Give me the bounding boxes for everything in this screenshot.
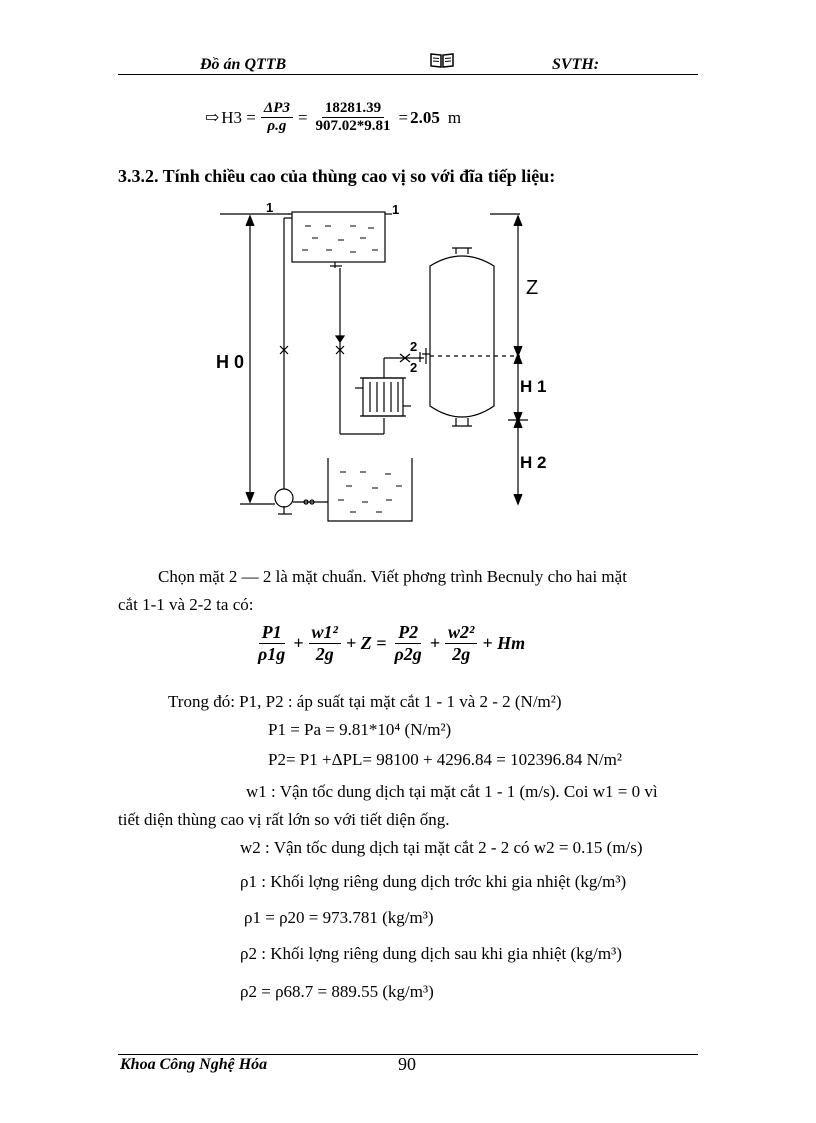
implies-arrow: ⇨ bbox=[205, 107, 220, 127]
fraction-denominator: 907.02*9.81 bbox=[315, 118, 391, 134]
equals-sign: = bbox=[398, 107, 409, 127]
h0-arrow-top bbox=[246, 216, 254, 226]
elevated-tank bbox=[292, 212, 385, 262]
equation-h3 bbox=[205, 100, 461, 135]
plus-hm: + Hm bbox=[482, 633, 526, 653]
h3-lhs: H3 = bbox=[221, 107, 256, 127]
plus-sign: + bbox=[293, 633, 304, 653]
fraction-denominator: ρ2g bbox=[394, 644, 422, 664]
paragraph-line: Chọn mặt 2 — 2 là mặt chuẩn. Viết phơng trình Becnuly cho hai mặt bbox=[158, 567, 627, 586]
heat-exchanger bbox=[363, 378, 403, 416]
storage-tank bbox=[328, 458, 412, 521]
definition-line: w2 : Vận tốc dung dịch tại mặt cắt 2 - 2 có w2 = 0.15 (m/s) bbox=[240, 838, 643, 857]
definition-line: w1 : Vận tốc dung dịch tại mặt cắt 1 - 1 (m/s). Coi w1 = 0 vì bbox=[246, 782, 658, 801]
label-h1: H 1 bbox=[520, 377, 547, 396]
section-title: 3.3.2. Tính chiều cao của thùng cao vị so với đĩa tiếp liệu: bbox=[118, 166, 556, 186]
definition-line: ρ1 = ρ20 = 973.781 (kg/m³) bbox=[244, 908, 434, 927]
definition-line: ρ2 : Khối lợng riêng dung dịch sau khi gia nhiệt (kg/m³) bbox=[240, 944, 622, 963]
fraction-denominator: ρ1g bbox=[258, 644, 286, 664]
fraction-p2 bbox=[391, 622, 424, 665]
h3-result: 2.05 bbox=[410, 107, 440, 127]
paragraph-line: cắt 1-1 và 2-2 ta có: bbox=[118, 595, 254, 614]
definition-line: tiết diện thùng cao vị rất lớn so với tiết diện ống. bbox=[118, 810, 450, 829]
definition-line: P2= P1 +ΔPL= 98100 + 4296.84 = 102396.84 N/m² bbox=[268, 750, 622, 769]
fraction-dp3 bbox=[261, 100, 293, 135]
fraction-denominator: 2g bbox=[452, 644, 471, 664]
h3-unit: m bbox=[447, 107, 462, 127]
h0-arrow-bottom bbox=[246, 492, 254, 502]
label-1-right: 1 bbox=[392, 202, 400, 217]
fraction-p1 bbox=[255, 622, 288, 665]
label-2-top: 2 bbox=[410, 339, 418, 354]
plus-sign: + bbox=[429, 633, 441, 653]
definition-line: ρ1 : Khối lợng riêng dung dịch trớc khi gia nhiệt (kg/m³) bbox=[240, 872, 627, 891]
fraction-numerator: P2 bbox=[395, 622, 421, 644]
definition-line: P1 = Pa = 9.81*10⁴ (N/m²) bbox=[268, 720, 452, 739]
label-h2: H 2 bbox=[520, 453, 547, 472]
fraction-w1 bbox=[309, 622, 341, 665]
bernoulli-equation bbox=[252, 622, 525, 665]
label-1-left: 1 bbox=[266, 200, 274, 215]
header-divider bbox=[118, 74, 698, 75]
page-number: 90 bbox=[398, 1054, 416, 1074]
process-diagram bbox=[200, 196, 560, 526]
label-z: Z bbox=[526, 277, 539, 299]
pump-icon bbox=[275, 489, 293, 507]
book-icon bbox=[430, 52, 454, 73]
fraction-numerator: 18281.39 bbox=[322, 100, 384, 118]
fraction-numerator: w2² bbox=[445, 622, 477, 644]
fraction-w2 bbox=[445, 622, 477, 665]
fraction-numerator: ΔP3 bbox=[261, 100, 293, 118]
fraction-numerator: P1 bbox=[259, 622, 285, 644]
distillation-column bbox=[430, 256, 494, 417]
fraction-numerator: w1² bbox=[309, 622, 341, 644]
definition-line: ρ2 = ρ68.7 = 889.55 (kg/m³) bbox=[240, 982, 434, 1001]
footer-left: Khoa Công Nghệ Hóa bbox=[120, 1056, 268, 1073]
plus-z-equals: + Z = bbox=[345, 633, 387, 653]
header-left: Đồ án QTTB bbox=[200, 56, 287, 73]
fraction-denominator: ρ.g bbox=[267, 118, 287, 134]
label-2-bottom: 2 bbox=[410, 360, 418, 375]
label-h0: H 0 bbox=[216, 352, 245, 372]
fraction-denominator: 2g bbox=[315, 644, 334, 664]
definition-line: Trong đó: P1, P2 : áp suất tại mặt cắt 1 - 1 và 2 - 2 (N/m²) bbox=[168, 692, 562, 711]
header-right: SVTH: bbox=[552, 56, 600, 73]
fraction-values bbox=[313, 100, 394, 135]
equals-sign: = bbox=[297, 107, 308, 127]
